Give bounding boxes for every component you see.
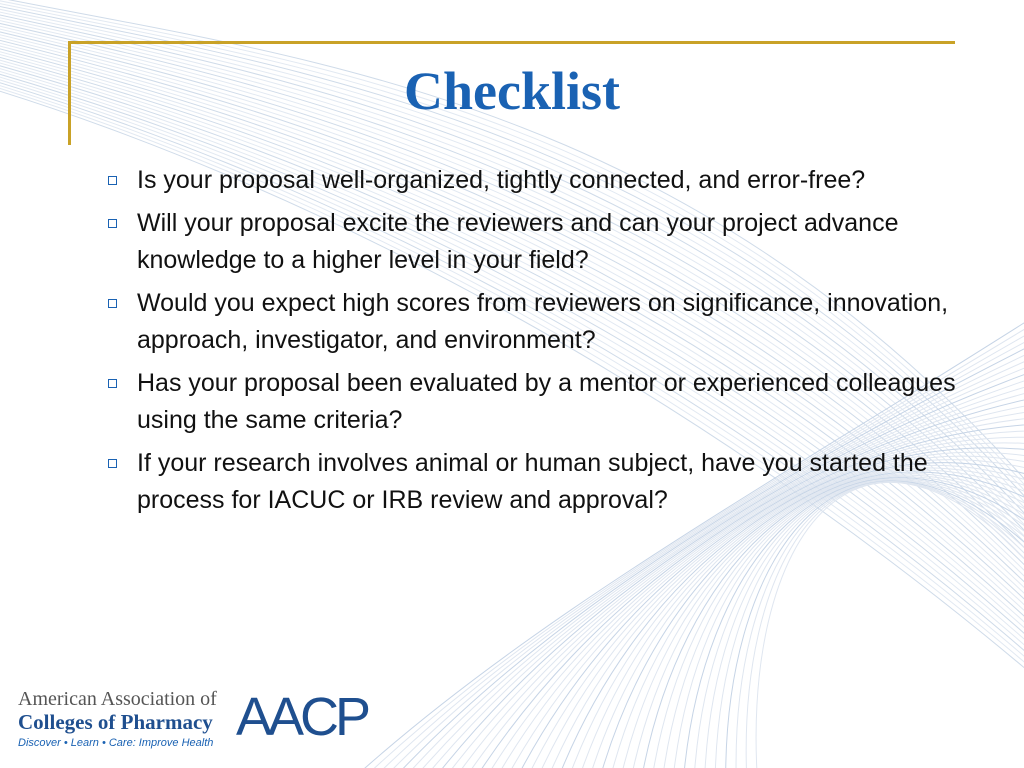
- bullet-item: [104, 365, 964, 439]
- bullet-text: Is your proposal well-organized, tightly connected, and error-free?: [137, 166, 866, 194]
- square-bullet-icon: [108, 219, 117, 228]
- aacp-footer-logo: [18, 688, 398, 760]
- org-name-line1: American Association of: [18, 688, 217, 710]
- title-frame-top-rule: [68, 41, 955, 44]
- org-tagline: Discover • Learn • Care: Improve Health: [18, 737, 214, 749]
- slide-title: Checklist: [404, 61, 620, 121]
- org-name-line2: Colleges of Pharmacy: [18, 710, 213, 734]
- bullet-text: Has your proposal been evaluated by a mentor or experienced colleagues using the same criteria?: [137, 369, 956, 434]
- bullet-item: [104, 445, 964, 519]
- square-bullet-icon: [108, 299, 117, 308]
- square-bullet-icon: [108, 379, 117, 388]
- bullet-text: Would you expect high scores from reviewers on significance, innovation, approach, investigator, and environment?: [137, 289, 949, 354]
- square-bullet-icon: [108, 459, 117, 468]
- square-bullet-icon: [108, 176, 117, 185]
- bullet-text: If your research involves animal or human subject, have you started the process for IACUC or IRB review and approval?: [137, 449, 928, 514]
- bullet-item: [104, 162, 964, 199]
- bullet-item: [104, 205, 964, 279]
- bullet-text: Will your proposal excite the reviewers and can your project advance knowledge to a higher level in your field?: [137, 209, 899, 274]
- checklist-bullets: [104, 162, 964, 525]
- bullet-item: [104, 285, 964, 359]
- aacp-logo-mark: AACP: [236, 687, 368, 747]
